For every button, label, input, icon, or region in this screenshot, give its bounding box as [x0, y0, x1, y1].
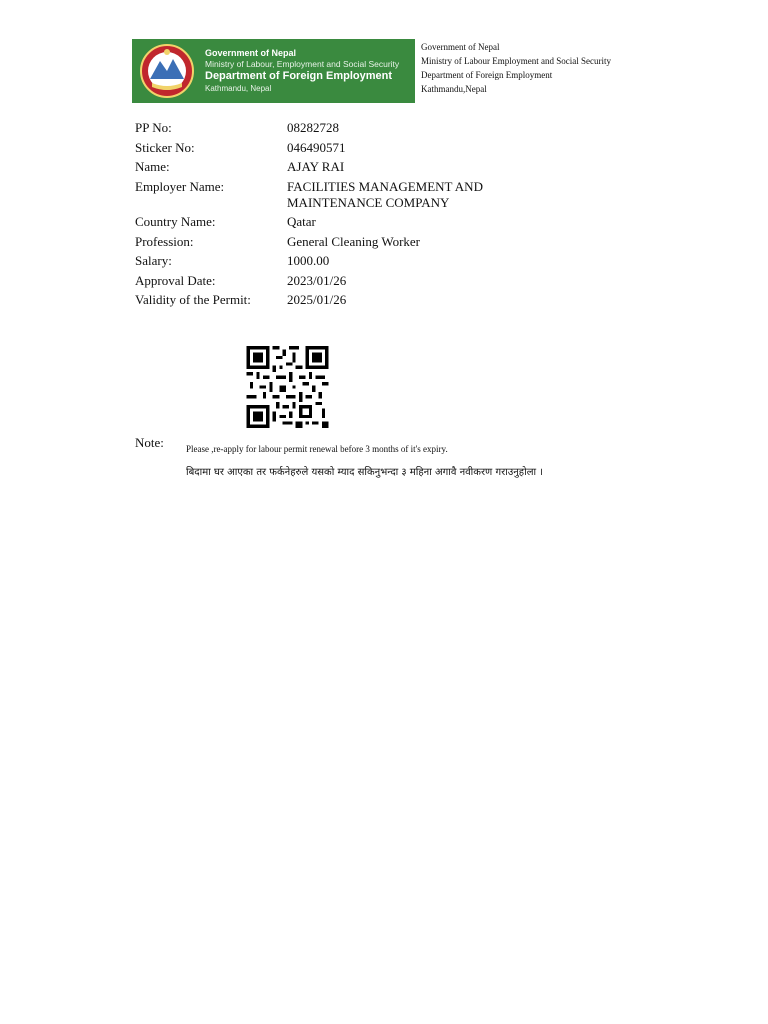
banner-government: Government of Nepal [205, 48, 297, 58]
field-value: 2023/01/26 [287, 272, 347, 288]
nepal-emblem-icon [138, 43, 196, 99]
field-value: FACILITIES MANAGEMENT AND MAINTENANCE COMPANY [287, 178, 483, 210]
field-label: Approval Date: [135, 272, 216, 288]
field-profession [135, 234, 535, 250]
banner-ministry: Ministry of Labour, Employment and Social Security [205, 59, 400, 69]
header-location: Kathmandu,Nepal [421, 84, 487, 94]
field-pp-no [135, 120, 535, 136]
header-department: Department of Foreign Employment [421, 70, 553, 80]
note-nepali: बिदामा घर आएका तर फर्कनेहरुले यसको म्याद सकिनुभन्दा ३ महिना अगावै नवीकरण गराउनुहोला । [186, 467, 544, 478]
field-employer-name [135, 179, 535, 211]
field-name [135, 159, 535, 175]
field-value: 2025/01/26 [287, 292, 347, 307]
field-value: 1000.00 [287, 253, 330, 268]
header-government: Government of Nepal [421, 42, 500, 52]
field-value: 046490571 [287, 139, 346, 155]
note-label: Note: [135, 435, 164, 450]
field-salary [135, 253, 535, 269]
note-english: Please ,re-apply for labour permit renewal before 3 months of it's expiry. [186, 444, 448, 454]
qr-code [245, 346, 330, 428]
field-label: Salary: [135, 253, 172, 268]
field-permit-validity [135, 292, 535, 308]
banner-department: Department of Foreign Employment [205, 70, 393, 82]
header-ministry: Ministry of Labour Employment and Social Security [421, 56, 611, 66]
field-label: Country Name: [135, 214, 216, 229]
field-approval-date [135, 273, 535, 289]
field-value: Qatar [287, 214, 316, 229]
field-value: General Cleaning Worker [287, 233, 420, 249]
field-label: Profession: [135, 233, 194, 249]
field-value: 08282728 [287, 120, 339, 135]
field-label: Validity of the Permit: [135, 292, 251, 307]
field-country-name [135, 214, 535, 230]
field-sticker-no [135, 140, 535, 156]
department-banner [132, 39, 415, 103]
banner-location: Kathmandu, Nepal [205, 84, 272, 93]
field-label: Employer Name: [135, 178, 225, 194]
header-address [421, 42, 611, 98]
field-label: PP No: [135, 120, 172, 135]
permit-details [135, 120, 535, 312]
field-value: AJAY RAI [287, 159, 345, 174]
field-label: Sticker No: [135, 139, 195, 155]
field-label: Name: [135, 159, 170, 174]
